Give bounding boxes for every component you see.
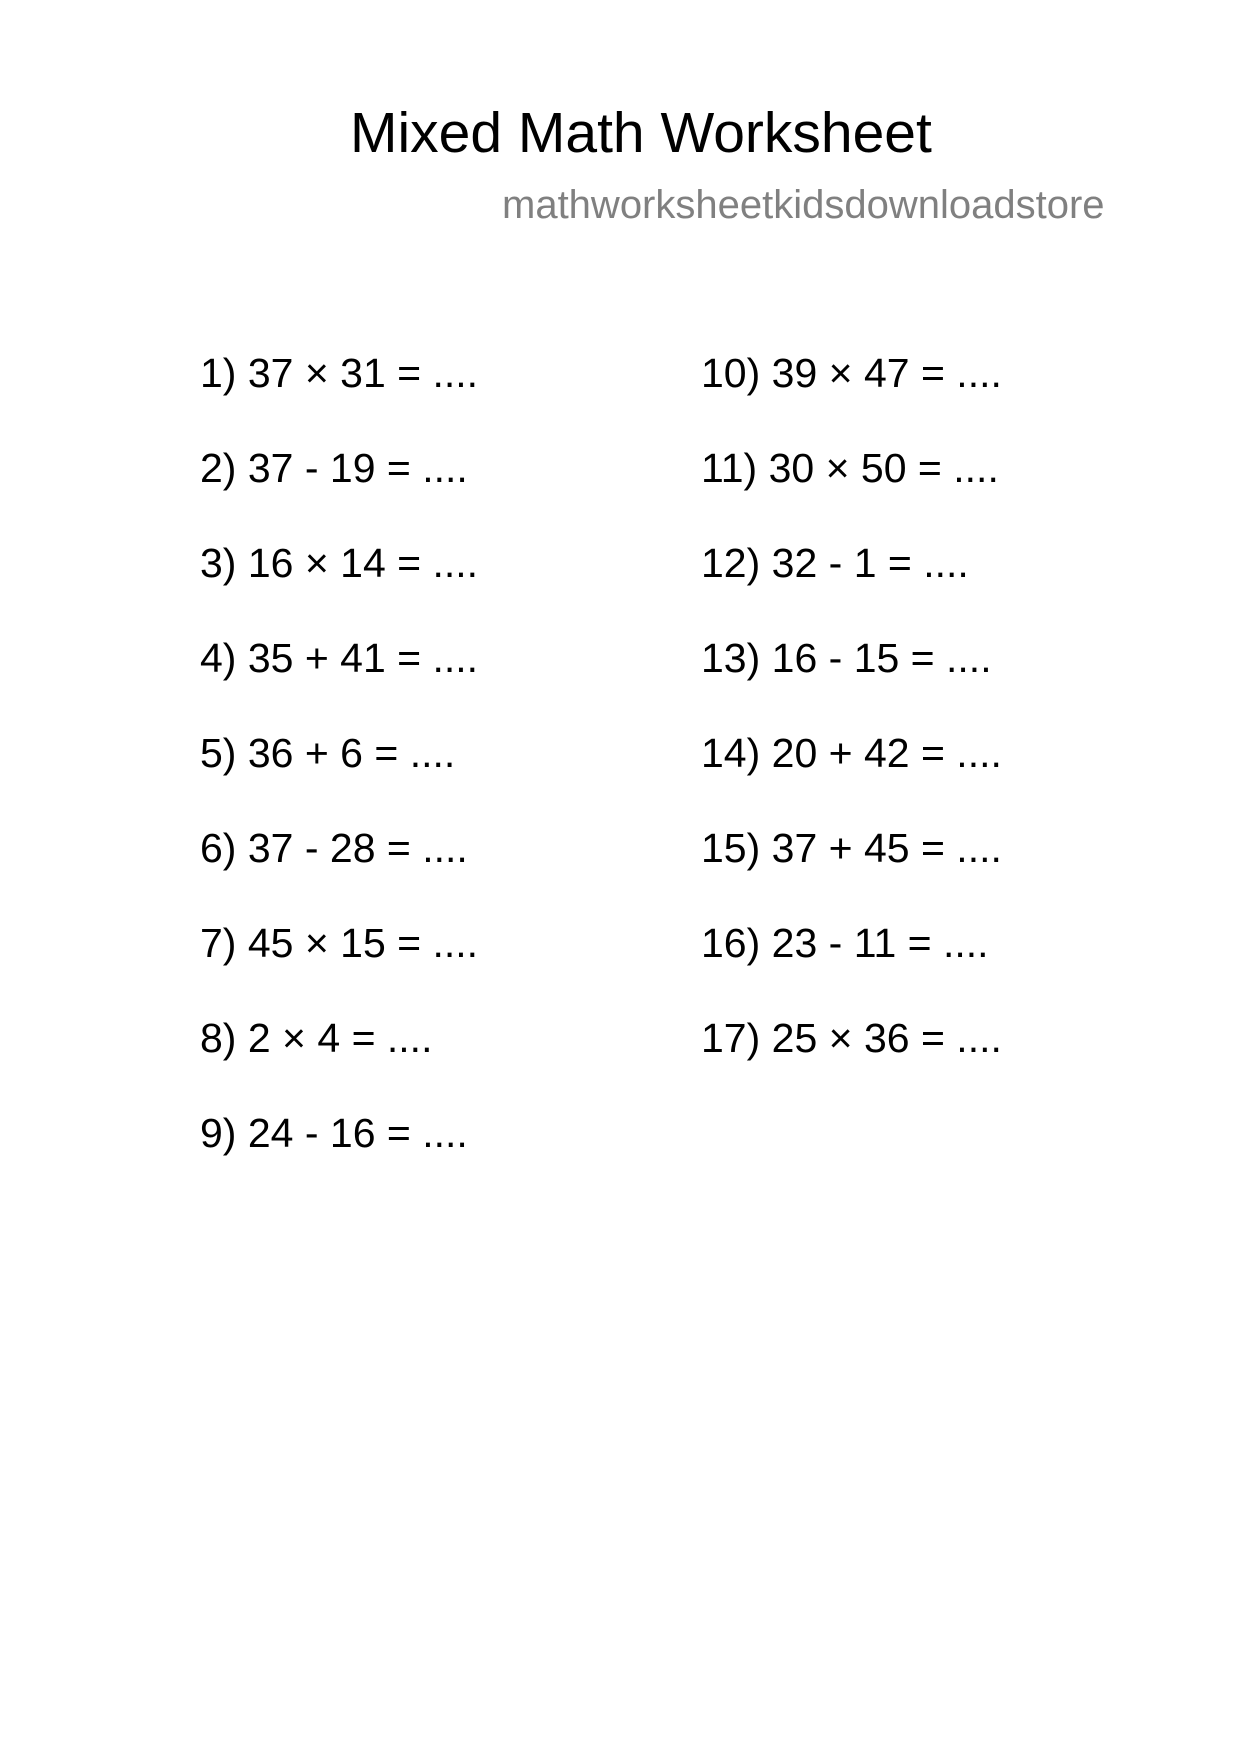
problem-item: 10) 39 × 47 = .... (701, 350, 1002, 396)
problem-item: 4) 35 + 41 = .... (200, 635, 479, 681)
title-container (350, 98, 970, 168)
problem-item: 16) 23 - 11 = .... (701, 920, 989, 966)
problem-item: 11) 30 × 50 = .... (701, 445, 999, 491)
left-problem-column (200, 348, 620, 1203)
problem-item: 2) 37 - 19 = .... (200, 445, 468, 491)
problem-item: 6) 37 - 28 = .... (200, 825, 468, 871)
problem-item: 15) 37 + 45 = .... (701, 825, 1002, 871)
problem-item: 1) 37 × 31 = .... (200, 350, 479, 396)
problem-item: 13) 16 - 15 = .... (701, 635, 992, 681)
problem-item: 17) 25 × 36 = .... (701, 1015, 1002, 1061)
problem-item: 9) 24 - 16 = .... (200, 1110, 468, 1156)
problem-item: 14) 20 + 42 = .... (701, 730, 1002, 776)
problem-item: 12) 32 - 1 = .... (701, 540, 969, 586)
page-title: Mixed Math Worksheet (350, 101, 932, 165)
problem-item: 3) 16 × 14 = .... (200, 540, 479, 586)
site-watermark-text: mathworksheetkidsdownloadstore (502, 183, 1105, 227)
problem-item: 5) 36 + 6 = .... (200, 730, 456, 776)
right-problem-column (701, 348, 1121, 1108)
problem-item: 8) 2 × 4 = .... (200, 1015, 433, 1061)
problem-item: 7) 45 × 15 = .... (200, 920, 479, 966)
